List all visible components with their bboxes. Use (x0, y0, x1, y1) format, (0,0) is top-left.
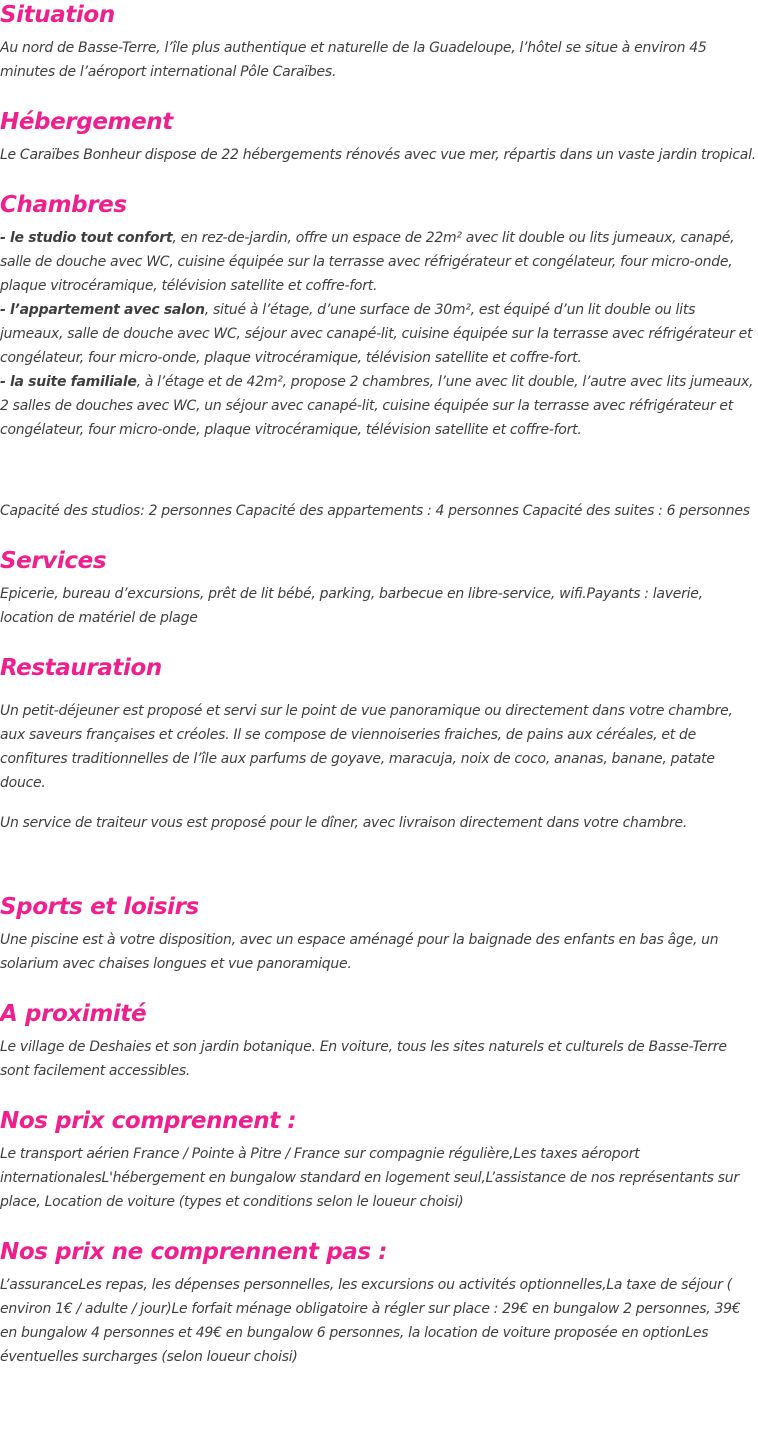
chambre-studio-label: - le studio tout confort (0, 230, 173, 246)
chambre-studio-text: , en rez-de-jardin, offre un espace de 22m² avec lit double ou lits jumeaux, canapé, salle de douche avec WC, cuisine équipée sur la terrasse avec réfrigérateur et congélateur, four micro-onde, plaque vitrocéramique, télévision satellite et coffre-fort. (0, 230, 735, 294)
sports-heading: Sports et loisirs (0, 894, 199, 920)
prix-ne-comprennent-pas-heading: Nos prix ne comprennent pas : (0, 1239, 388, 1265)
proximite-heading: A proximité (0, 1001, 147, 1027)
proximite-text: Le village de Deshaies et son jardin botanique. En voiture, tous les sites naturels et culturels de Basse-Terre sont facilement accessibles. (0, 1039, 727, 1079)
restauration-heading: Restauration (0, 655, 162, 681)
chambre-appartement-label: - l’appartement avec salon (0, 302, 205, 318)
services-text: Epicerie, bureau d’excursions, prêt de lit bébé, parking, barbecue en libre-service, wifi.Payants : laverie, location de matériel de plage (0, 586, 703, 626)
hebergement-heading: Hébergement (0, 109, 173, 135)
hebergement-text: Le Caraïbes Bonheur dispose de 22 hébergements rénovés avec vue mer, répartis dans un vaste jardin tropical. (0, 147, 756, 163)
situation-text: Au nord de Basse-Terre, l’île plus authentique et naturelle de la Guadeloupe, l’hôtel se situe à environ 45 minutes de l’aéroport international Pôle Caraïbes. (0, 40, 707, 80)
prix-comprennent-text: Le transport aérien France / Pointe à Pitre / France sur compagnie régulière,Les taxes aéroport internationalesL'hébergement en bungalow standard en logement seul,L’assistance de nos représentants sur place, Location de voiture (types et conditions selon le loueur choisi) (0, 1146, 739, 1210)
chambres-list (0, 226, 758, 442)
restauration-text-breakfast: Un petit-déjeuner est proposé et servi sur le point de vue panoramique ou directement dans votre chambre, aux saveurs françaises et créoles. Il se compose de viennoiseries fraiches, de pains aux céréales, et de confitures traditionnelles de l’île aux parfums de goyave, maracuja, noix de coco, ananas, banane, patate douce. (0, 703, 733, 791)
restauration-text-traiteur: Un service de traiteur vous est proposé pour le dîner, avec livraison directement dans votre chambre. (0, 815, 688, 831)
prix-comprennent-heading: Nos prix comprennent : (0, 1108, 297, 1134)
prix-ne-comprennent-pas-text: L’assuranceLes repas, les dépenses personnelles, les excursions ou activités optionnelles,La taxe de séjour ( environ 1€ / adulte / jour)Le forfait ménage obligatoire à régler sur place : 29€ en bungalow 2 personnes, 39€ en bungalow 4 personnes et 49€ en bungalow 6 personnes, la location de voiture proposée en optionLes éventuelles surcharges (selon loueur choisi) (0, 1277, 741, 1365)
services-heading: Services (0, 548, 107, 574)
situation-heading: Situation (0, 2, 115, 28)
chambre-suite-text: , à l’étage et de 42m², propose 2 chambres, l’une avec lit double, l’autre avec lits jumeaux, 2 salles de douches avec WC, un séjour avec canapé-lit, cuisine équipée sur la terrasse avec réfrigérateur et congélateur, four micro-onde, plaque vitrocéramique, télévision satellite et coffre-fort. (0, 374, 754, 438)
sports-text: Une piscine est à votre disposition, avec un espace aménagé pour la baignade des enfants en bas âge, un solarium avec chaises longues et vue panoramique. (0, 932, 719, 972)
capacity-text: Capacité des studios: 2 personnes Capacité des appartements : 4 personnes Capacité des suites : 6 personnes (0, 503, 750, 519)
chambres-heading: Chambres (0, 192, 127, 218)
chambre-appartement-text: , situé à l’étage, d’une surface de 30m², est équipé d’un lit double ou lits jumeaux, salle de douche avec WC, séjour avec canapé-lit, cuisine équipée sur la terrasse avec réfrigérateur et congélateur, four micro-onde, plaque vitrocéramique, télévision satellite et coffre-fort. (0, 302, 753, 366)
chambre-suite-label: - la suite familiale (0, 374, 137, 390)
